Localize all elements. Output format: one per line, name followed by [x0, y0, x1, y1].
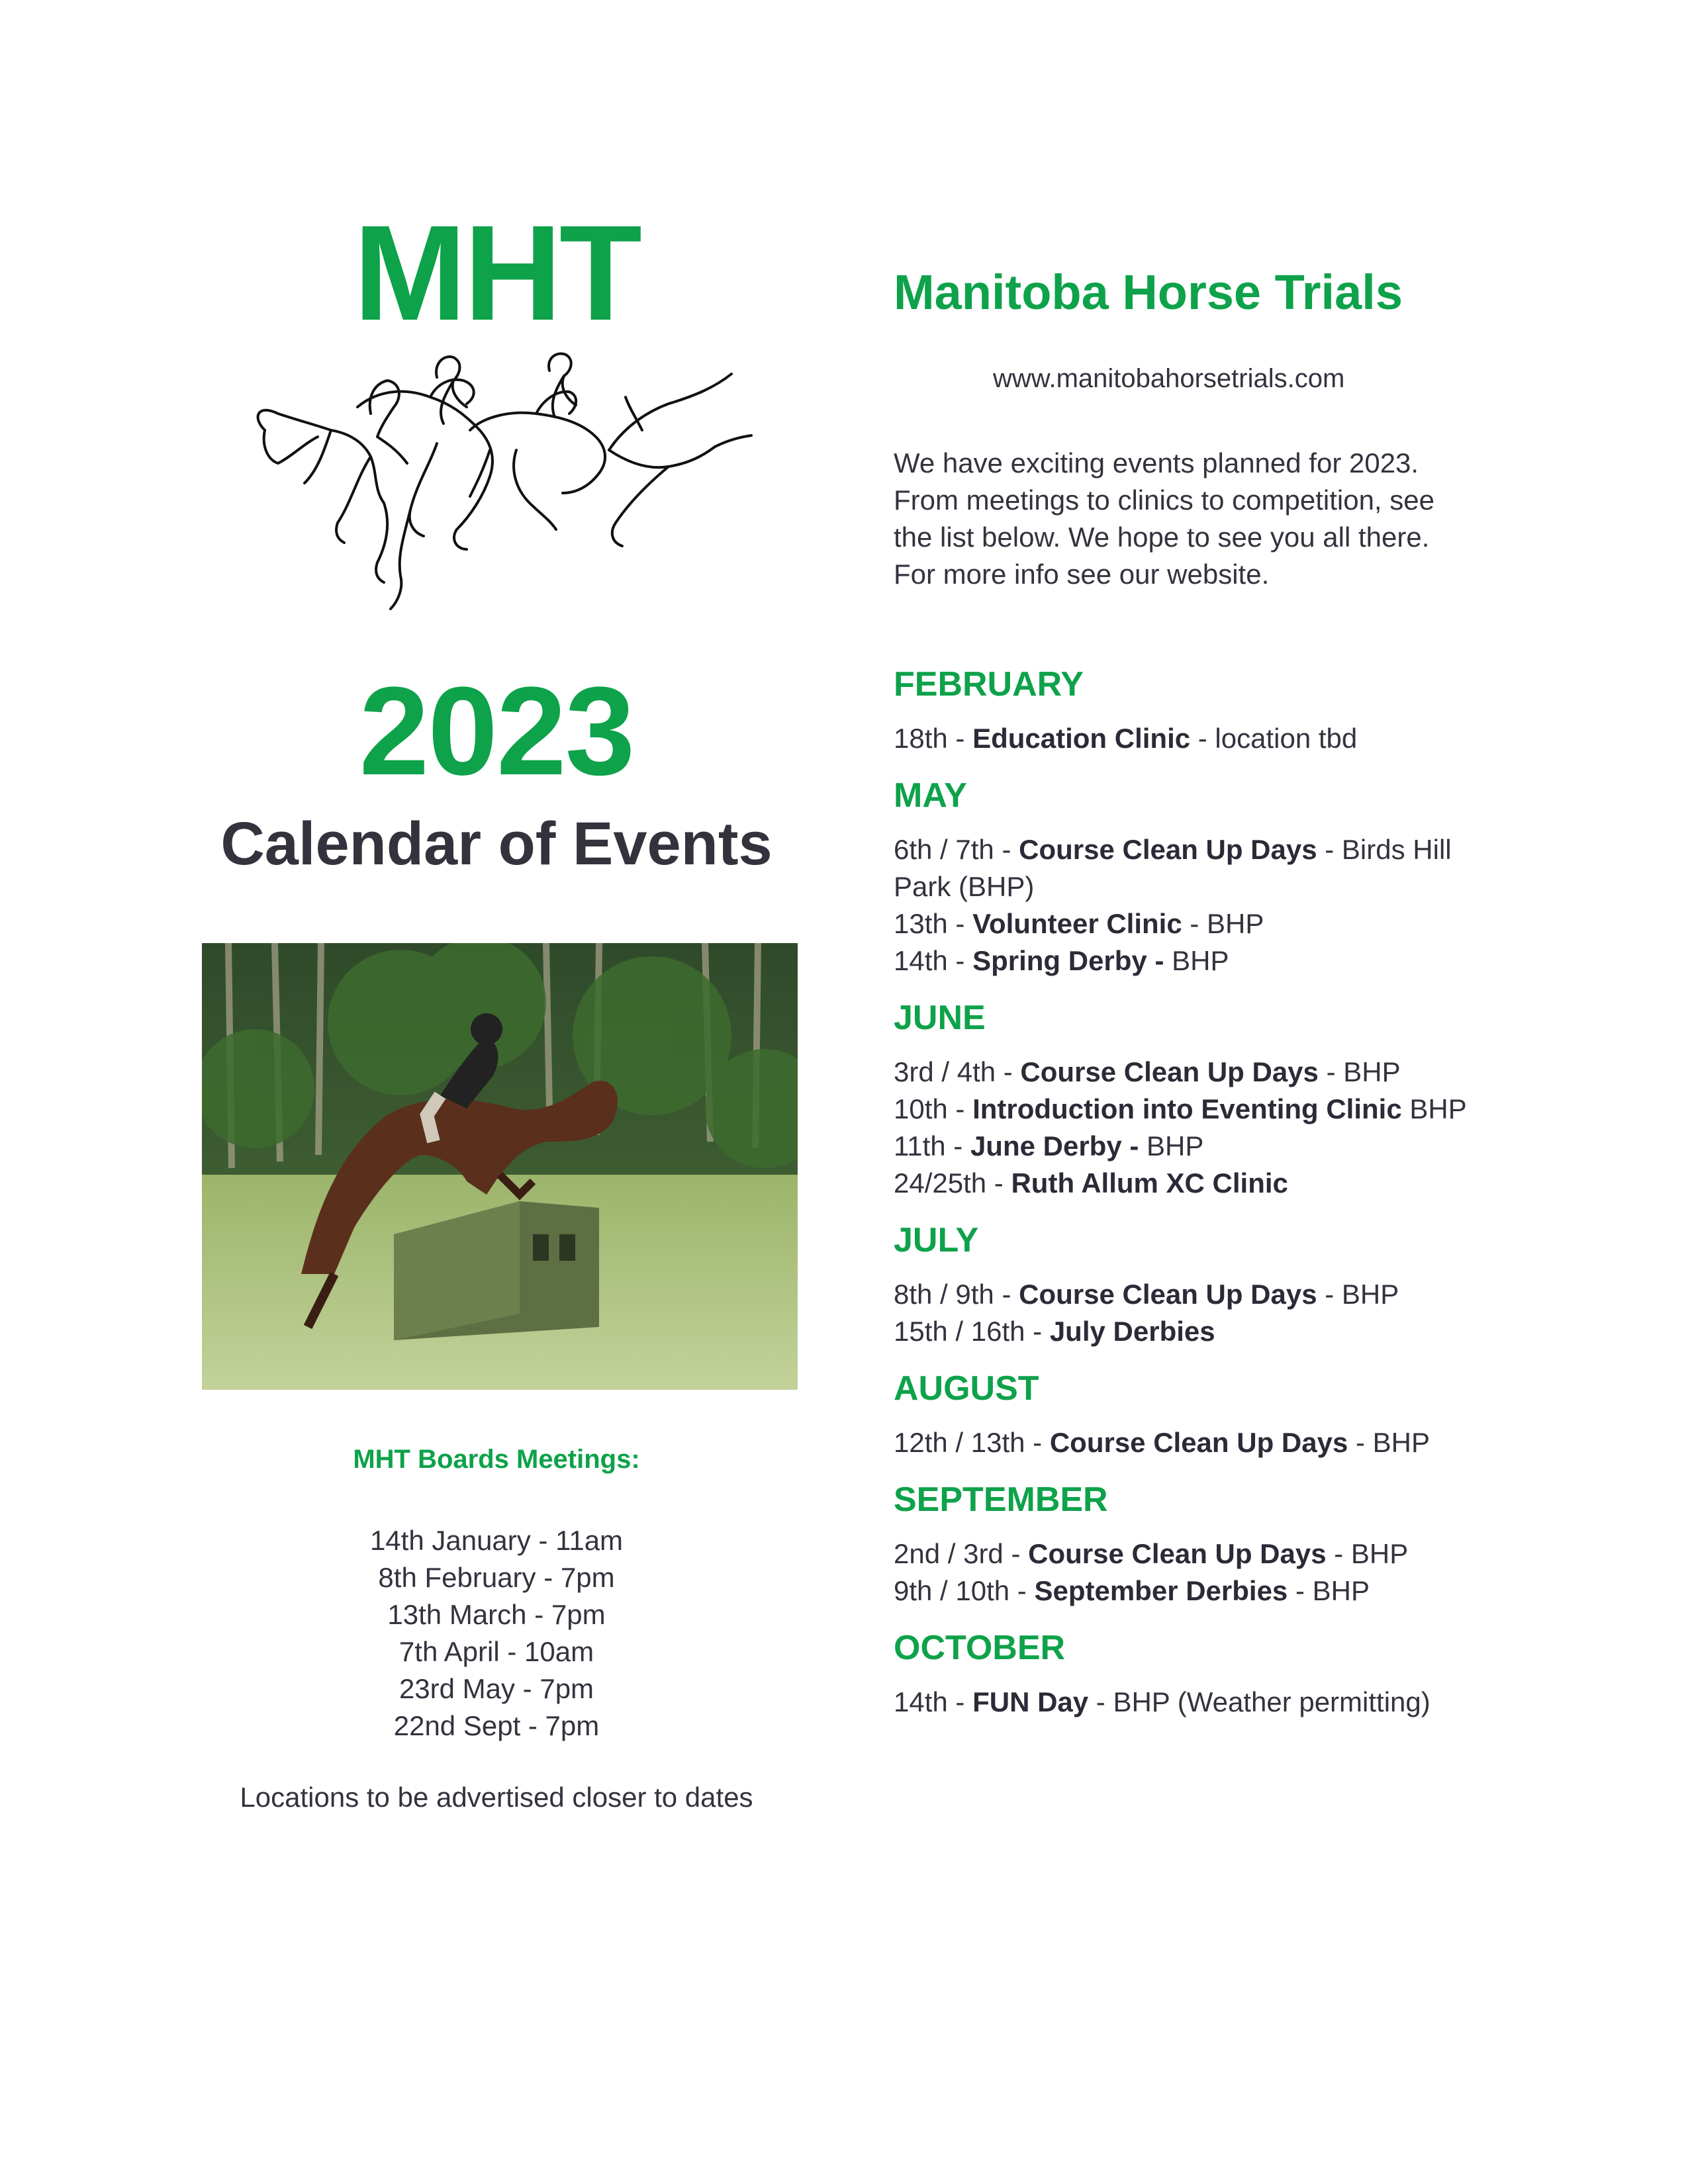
event-item [894, 1424, 1516, 1461]
event-title: Introduction into Eventing Clinic [972, 1093, 1402, 1124]
logo-text: MHT [353, 197, 640, 349]
month-heading: SEPTEMBER [894, 1480, 1108, 1519]
intro-paragraph [894, 445, 1516, 593]
month-may [894, 777, 1516, 979]
event-detail: - BHP (Weather permitting) [1088, 1686, 1430, 1717]
month-september [894, 1481, 1516, 1610]
event-item [894, 1091, 1516, 1128]
event-title: FUN Day [972, 1686, 1089, 1717]
event-item [894, 1054, 1516, 1091]
event-detail: BHP [1147, 1130, 1204, 1161]
event-detail: BHP [1172, 945, 1229, 976]
event-title: June Derby - [970, 1130, 1147, 1161]
event-date: 15th / 16th - [894, 1316, 1050, 1347]
event-item [894, 1165, 1516, 1202]
board-meeting: 13th March - 7pm [387, 1599, 606, 1630]
event-detail: - location tbd [1190, 723, 1358, 754]
horse-jumping-photo [202, 943, 798, 1390]
event-date: 3rd / 4th - [894, 1056, 1021, 1087]
month-heading: MAY [894, 776, 967, 815]
intro-line: the list below. We hope to see you all there. [894, 522, 1430, 553]
event-date: 12th / 13th - [894, 1427, 1050, 1458]
event-date: 11th - [894, 1130, 970, 1161]
event-title: Spring Derby - [972, 945, 1172, 976]
event-date: 14th - [894, 945, 973, 976]
event-title: July Derbies [1049, 1316, 1215, 1347]
intro-line: We have exciting events planned for 2023. [894, 447, 1419, 478]
board-meeting: 7th April - 10am [399, 1636, 594, 1667]
event-title: Volunteer Clinic [972, 908, 1182, 939]
month-august [894, 1370, 1516, 1461]
board-meeting: 22nd Sept - 7pm [393, 1710, 600, 1741]
month-july [894, 1222, 1516, 1350]
events-schedule [894, 666, 1516, 1741]
month-june [894, 999, 1516, 1202]
event-title: Course Clean Up Days [1019, 834, 1317, 865]
event-item [894, 1535, 1516, 1572]
year-heading: 2023 [359, 661, 634, 801]
event-item [894, 1684, 1516, 1721]
board-meeting: 14th January - 11am [369, 1525, 624, 1556]
event-detail: - BHP [1317, 1279, 1399, 1310]
board-meetings-title: MHT Boards Meetings: [353, 1445, 640, 1474]
event-title: Ruth Allum XC Clinic [1011, 1167, 1288, 1199]
calendar-subtitle: Calendar of Events [220, 810, 773, 878]
event-title: Course Clean Up Days [1019, 1279, 1317, 1310]
event-date: 9th / 10th - [894, 1575, 1035, 1606]
event-detail: - BHP [1318, 1056, 1401, 1087]
event-date: 14th - [894, 1686, 973, 1717]
website-url[interactable]: www.manitobahorsetrials.com [993, 364, 1345, 393]
event-date: 13th - [894, 908, 973, 939]
intro-line: For more info see our website. [894, 559, 1270, 590]
month-heading: FEBRUARY [894, 665, 1084, 704]
event-item [894, 942, 1516, 979]
month-heading: AUGUST [894, 1369, 1039, 1408]
event-date: 24/25th - [894, 1167, 1011, 1199]
event-item [894, 1276, 1516, 1313]
month-october [894, 1629, 1516, 1721]
event-title: Education Clinic [972, 723, 1191, 754]
horses-jumping-sketch [238, 351, 755, 629]
board-meeting: 8th February - 7pm [378, 1562, 615, 1593]
month-heading: JULY [894, 1221, 979, 1259]
event-date: 10th - [894, 1093, 973, 1124]
event-title: Course Clean Up Days [1020, 1056, 1319, 1087]
event-title: Course Clean Up Days [1049, 1427, 1348, 1458]
event-detail: - BHP [1326, 1538, 1409, 1569]
event-detail: BHP [1401, 1093, 1467, 1124]
event-date: 18th - [894, 723, 973, 754]
event-date: 8th / 9th - [894, 1279, 1019, 1310]
locations-note: Locations to be advertised closer to dates [240, 1782, 753, 1813]
event-date: 6th / 7th - [894, 834, 1019, 865]
event-detail: - BHP [1182, 908, 1264, 939]
board-meeting: 23rd May - 7pm [399, 1673, 594, 1704]
intro-line: From meetings to clinics to competition, see [894, 484, 1434, 516]
event-item [894, 905, 1516, 942]
event-item [894, 831, 1516, 905]
event-item [894, 720, 1516, 757]
event-detail: - Birds Hill Park (BHP) [894, 834, 1452, 902]
month-february [894, 666, 1516, 757]
month-heading: JUNE [894, 999, 986, 1037]
event-date: 2nd / 3rd - [894, 1538, 1029, 1569]
event-item [894, 1313, 1516, 1350]
event-item [894, 1128, 1516, 1165]
event-item [894, 1572, 1516, 1610]
board-meetings-list [199, 1522, 794, 1745]
event-detail: - BHP [1348, 1427, 1430, 1458]
organization-name: Manitoba Horse Trials [894, 265, 1403, 320]
event-title: September Derbies [1034, 1575, 1288, 1606]
month-heading: OCTOBER [894, 1629, 1066, 1667]
event-title: Course Clean Up Days [1028, 1538, 1327, 1569]
event-detail: - BHP [1288, 1575, 1370, 1606]
